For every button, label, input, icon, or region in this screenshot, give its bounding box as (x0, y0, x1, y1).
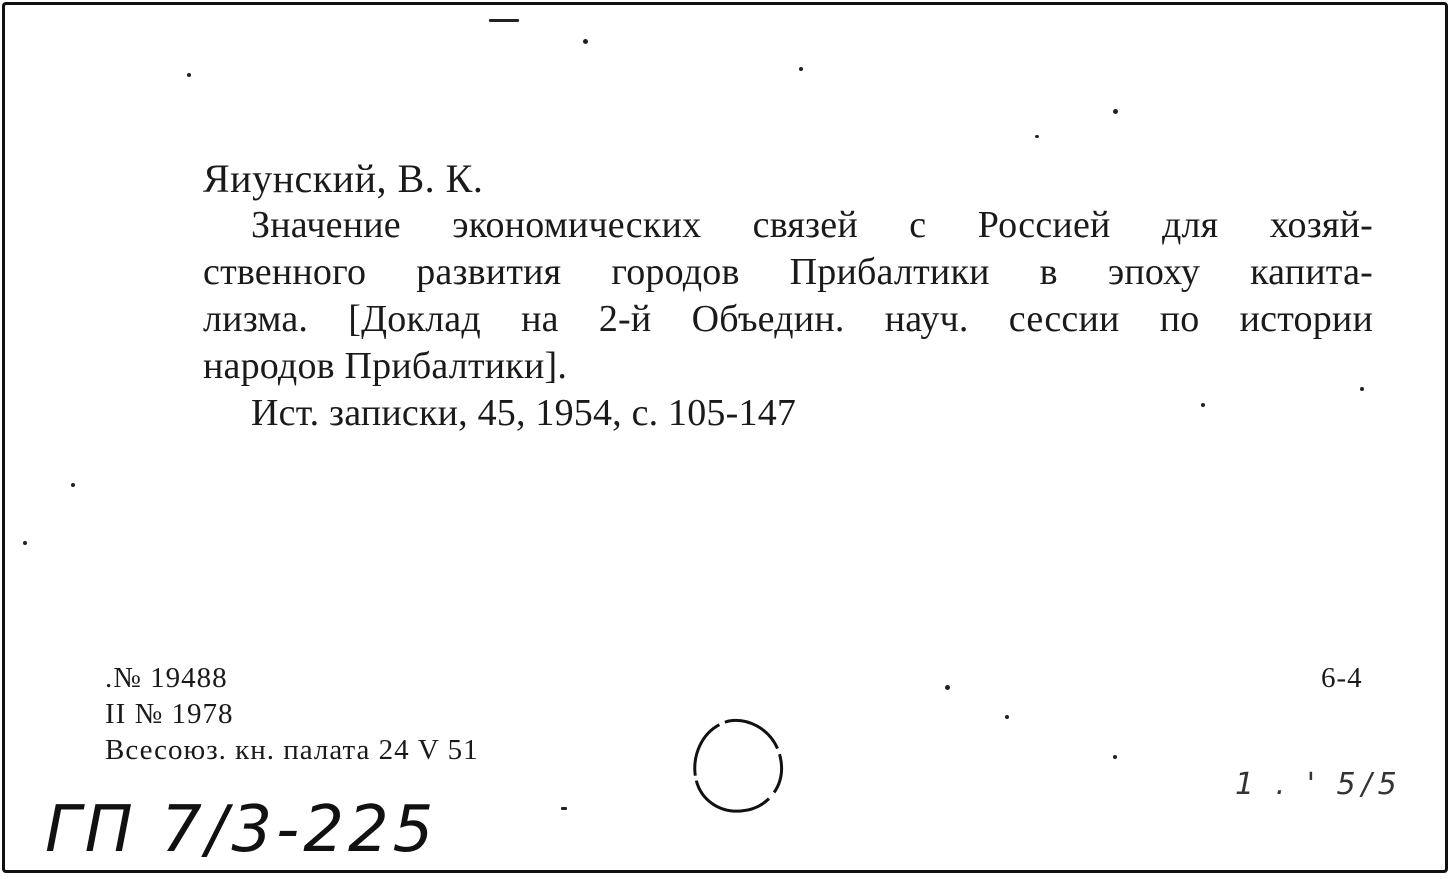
author-heading: Яиунский, В. К. (203, 156, 484, 201)
title-line: Значение экономических связей с Россией для хозяй- (251, 204, 1373, 246)
record-number: .№ 19488 (105, 662, 228, 694)
registration-block (105, 660, 479, 768)
title-line: ственного развития городов Прибалтики в эпоху капита- (203, 251, 1373, 293)
scan-speck (583, 39, 588, 44)
scan-speck (945, 685, 950, 690)
scan-speck (187, 73, 191, 77)
scan-speck (561, 807, 567, 810)
scan-speck (1005, 715, 1009, 719)
scan-speck (23, 541, 27, 545)
scan-speck (1035, 135, 1039, 138)
catalog-card (2, 2, 1448, 873)
scan-speck (489, 19, 519, 22)
faint-scribble: 1 . ' 5/5 (1235, 767, 1403, 802)
handwritten-call-number: ГП 7/3-225 (45, 793, 438, 867)
issuer-line: Всесоюз. кн. палата 24 V 51 (105, 734, 479, 766)
title-line: народов Прибалтики]. (203, 345, 568, 387)
source-citation: Ист. записки, 45, 1954, с. 105-147 (251, 392, 797, 434)
scan-speck (1113, 755, 1117, 759)
title-line: лизма. [Доклад на 2-й Объедин. науч. сессии по истории (203, 298, 1373, 340)
punch-hole-outline (691, 715, 791, 815)
bibliographic-entry (203, 155, 1373, 437)
scan-speck (71, 483, 75, 487)
scan-speck (1113, 109, 1118, 114)
scan-speck (799, 67, 803, 71)
shelf-code: 6-4 (1321, 662, 1363, 694)
ii-number: II № 1978 (105, 698, 234, 730)
